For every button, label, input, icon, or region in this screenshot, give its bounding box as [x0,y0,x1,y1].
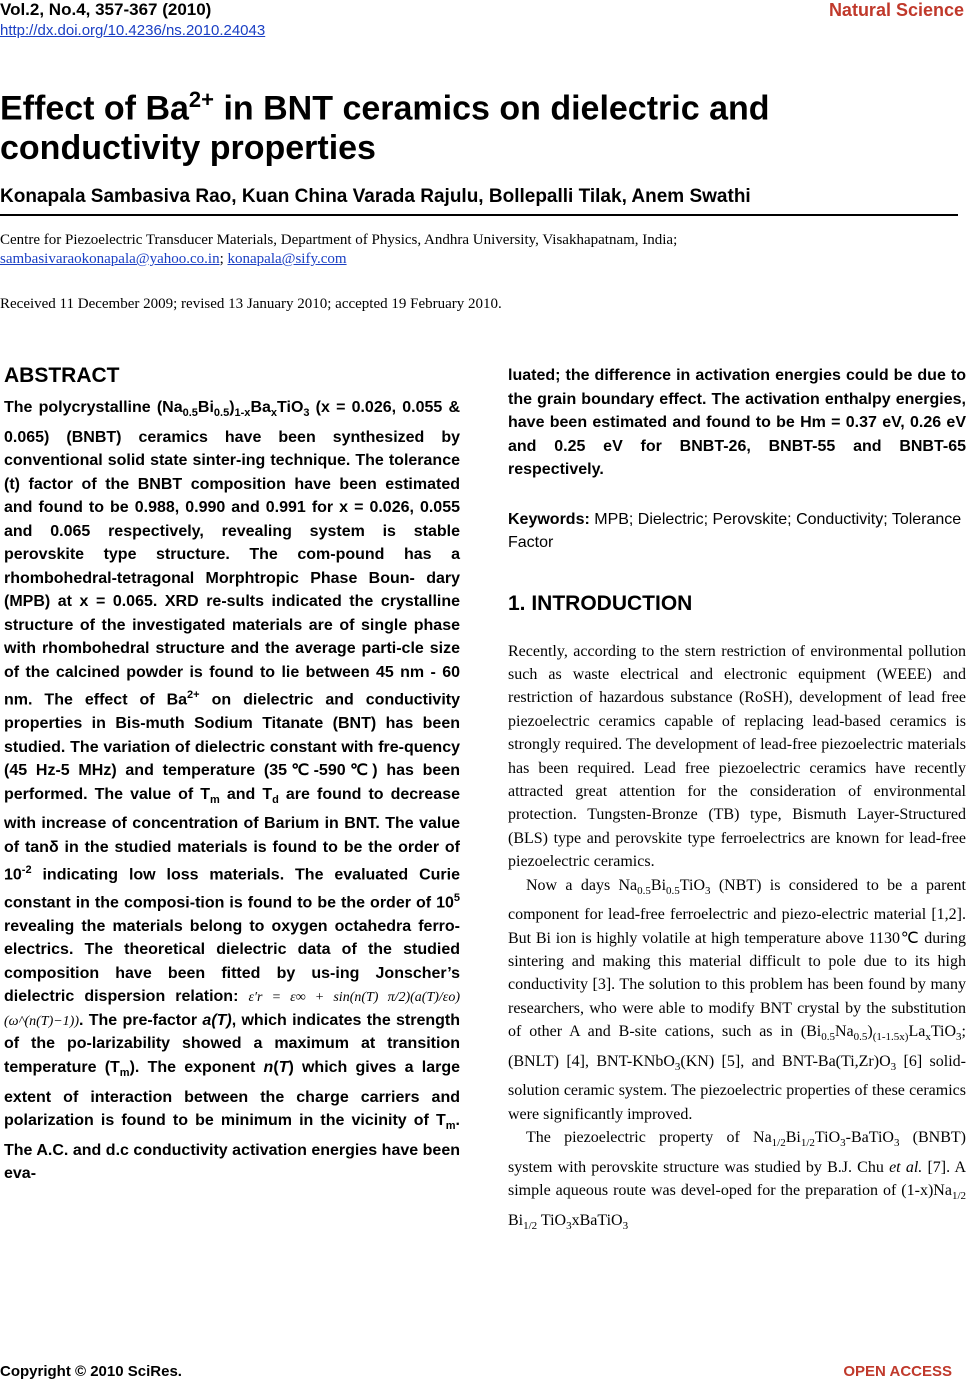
abstract-heading: ABSTRACT [4,364,120,387]
keywords-label: Keywords: [508,510,590,528]
abstract-continuation: luated; the difference in activation energies could be due to the grain boundary effect. The activation enthalpy energies, have been estimated and found to be Hm = 0.37 eV, 0.26 eV and 0.25 eV for BNBT-26, BNBT-55 and BNBT-65 respectively. [508,367,966,478]
title-part1: Effect of Ba [0,89,189,128]
left-column [4,364,460,1186]
email-line [0,251,347,268]
right-column [508,364,966,1238]
title-superscript: 2+ [188,87,215,112]
received-dates: Received 11 December 2009; revised 13 January 2010; accepted 19 February 2010. [0,296,502,312]
author-divider [0,214,958,216]
journal-info: Vol.2, No.4, 357-367 (2010) [0,0,212,19]
keywords [508,508,966,554]
author-list: Konapala Sambasiva Rao, Kuan China Varada Rajulu, Bollepalli Tilak, Anem Swathi [0,186,751,207]
email-link-2[interactable]: konapala@sify.com [227,251,347,267]
email-separator: ; [219,251,228,267]
keywords-text: MPB; Dielectric; Perovskite; Conductivity; Tolerance Factor [508,510,962,551]
title-part2: in BNT ceramics on dielectric and conductivity properties [0,89,770,168]
intro-paragraph-1: Recently, according to the stern restriction of environmental pollution such as waste electrical and electronic equipment (WEEE) and restriction of hazardous substance (RoSH), development of lead free piezoelectric ceramics capable of replacing lead-based ceramics is strongly required. The development of lead-free piezoelectric materials has been required. Lead free piezoelectric ceramics have recently attracted great attention for the consideration of environmental protection. Tungsten-Bronze (TB) type, Bismuth Layer-Structured (BLS) type and perovskite type ferroelectrics are known for lead-free piezoelectric ceramics. [508,642,966,871]
jonscher-formula: ε′r = ε∞ + sin(n(T) π/2)(a(T)/εo)(ω^(n(T)−1)) [4,990,460,1029]
email-link-1[interactable]: sambasivaraokonapala@yahoo.co.in [0,251,220,267]
intro-paragraph-3: The piezoelectric property of $Na_{1/2}Bi_{1/2}TiO_3-BaTiO_3$ (BNBT) system with perovskite structure was studied by B.J. Chu et al. [7]. A simple aqueous route was devel-oped for the preparation of $(1-x)Na_{1/2}$ $Bi_{1/2}$ TiO$_3$xBaTiO$_3$ [508,1129,967,1232]
copyright: Copyright © 2010 SciRes. [0,1363,182,1380]
paper-title [0,80,960,168]
affiliation: Centre for Piezoelectric Transducer Materials, Department of Physics, Andhra University, Visakhapatnam, India; [0,232,678,248]
open-access-label: OPEN ACCESS [843,1363,952,1380]
intro-paragraph-2: Now a days $Na_{0.5}Bi_{0.5}TiO_3$ (NBT) is considered to be a parent component for lead-free ferroelectric and piezo-electric material [1,2]. But Bi ion is highly volatile at high temperature above 1130℃ during sintering and making this material difficult to pole due to its high conductivity [3]. The solution to this problem has been found by many researchers, who were able to modify BNT crystal by the substitution of other A and B-site cations, such as in $(Bi_{0.5}Na_{0.5})_{(1-1.5x)}La_xTiO_3$; (BNLT) [4], BNT-KNbO$_3$(KN) [5], and BNT-$Ba(Ti,Zr)O_3$ [6] solid-solution ceramic system. The piezoelectric properties of these ceramics were significantly improved. [508,876,966,1123]
introduction-heading: 1. INTRODUCTION [508,591,693,615]
abstract-text: The polycrystalline $(Na_{0.5}Bi_{0.5})_{1-x}Ba_xTiO_3$ (x = 0.026, 0.055 & 0.065) (BNBT) ceramics have been synthesized by conventional solid state sinter-ing technique. The tolerance (t) factor of the BNBT composition have been estimated and found to be 0.988, 0.990 and 0.991 for x = 0.026, 0.055 and 0.065 respectively, revealing system is stable perovskite type structure. The com-pound has a rhombohedral-tetragonal Morphtropic Phase Boun- dary (MPB) at x = 0.065. XRD re-sults indicated the crystalline structure of the investigated materials are of single phase with rhombohedral structure and the average parti-cle size of the calcined powder is found to lie between 45 nm - 60 nm. The effect of $Ba^{2+}$ on dielectric and conductivity properties in Bis-muth Sodium Titanate (BNT) has been studied. The variation of dielectric constant with fre-quency (45 Hz-5 MHz) and temperature (35℃-590℃) has been performed. The value of $T_m$ and $T_d$ are found to decrease with increase of concentration of Barium in BNT. The value of tanδ in the studied materials is found to be the order of $10^{-2}$ indicating low loss materials. The evaluated Curie constant in the composi-tion is found to be the order of $10^5$ revealing the materials belong to oxygen octahedra ferro-electrics. The theoretical dielectric data of the studied composition have been fitted by us-ing Jonscher’s dielectric dispersion relation: ε′r = ε∞ + sin(n(T) π/2)(a(T)/εo)(ω^(n(T)−1)). The pre-factor a(T), which indicates the strength of the po-larizability showed a maximum at transition temperature $(T_m)$. The exponent n(T) which gives a large extent of interaction between the charge carriers and polarization is found to be minimum in the vicinity of $T_m$. The A.C. and d.c conductivity activation energies have been eva- [4,399,461,1183]
doi-link[interactable]: http://dx.doi.org/10.4236/ns.2010.24043 [0,22,266,39]
journal-name: Natural Science [828,0,964,20]
